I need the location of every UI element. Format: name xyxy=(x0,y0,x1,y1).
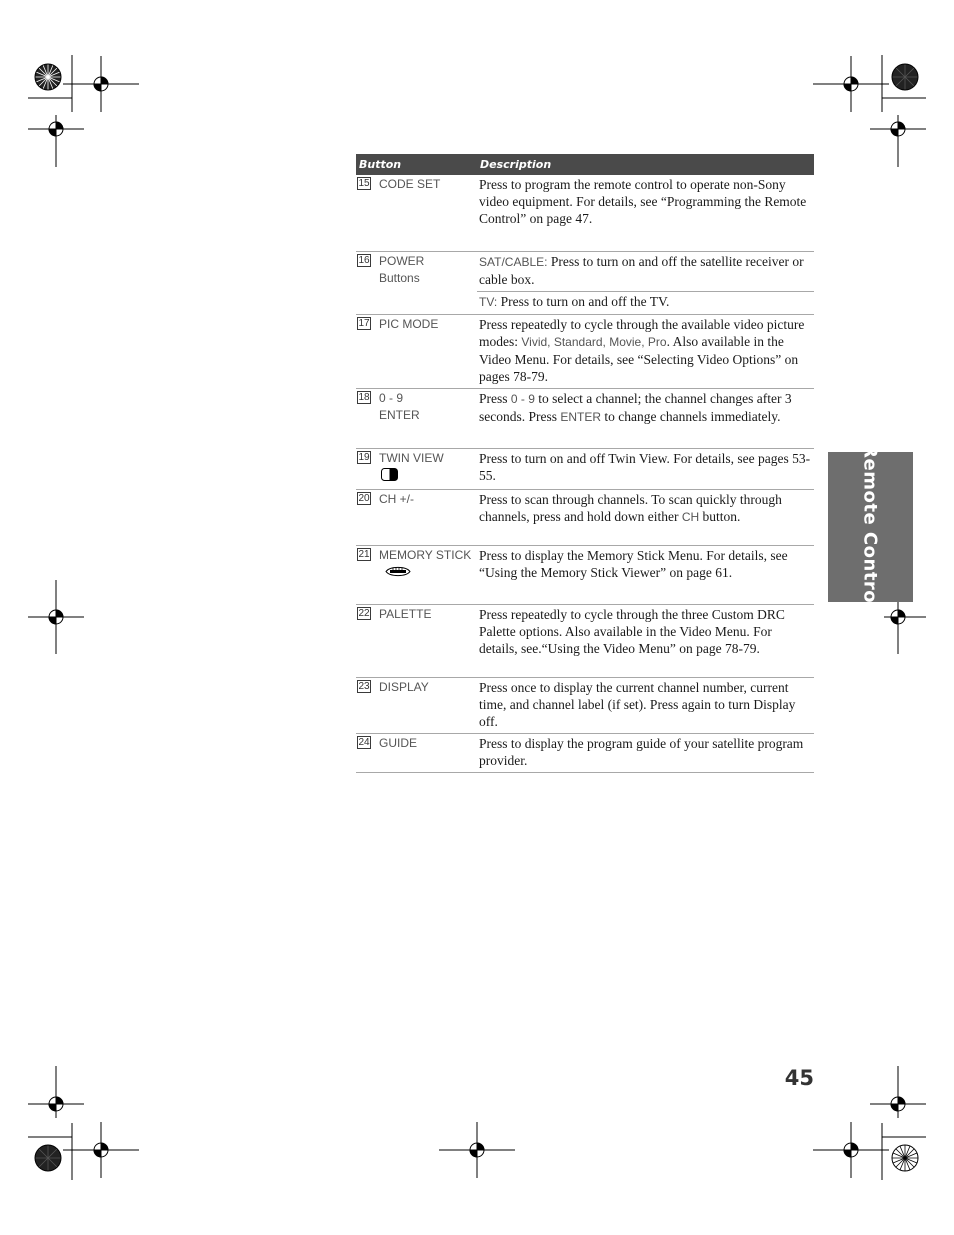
table-body xyxy=(356,175,814,773)
button-reference: TV: xyxy=(479,295,498,309)
table-row xyxy=(356,175,814,252)
button-label-line: 0 - 9 xyxy=(379,391,404,405)
button-label xyxy=(379,253,424,287)
description-cell xyxy=(477,175,814,251)
table-row xyxy=(356,734,814,773)
button-reference: 0 - 9 xyxy=(510,392,535,406)
table-row xyxy=(356,605,814,678)
callout-number: 15 xyxy=(358,178,370,189)
description-segment: Press repeatedly to cycle through the three Custom DRC Palette options. Also available in the Video Menu. For details, see.“Using the Video Menu” on page 78-79. xyxy=(479,607,785,656)
button-reference: SAT/CABLE: xyxy=(479,255,548,269)
description-text xyxy=(477,175,814,230)
description-segment: to change channels immediately. xyxy=(601,409,781,424)
callout-number: 16 xyxy=(358,255,370,266)
callout-number: 23 xyxy=(358,681,370,692)
callout-number: 21 xyxy=(358,549,370,560)
button-label-line: PALETTE xyxy=(379,607,432,621)
page-number: 45 xyxy=(784,1066,814,1090)
description-segment: Press once to display the current channel number, current time, and channel label (if set). Press again to turn Display off. xyxy=(479,680,796,729)
description-segment: Press to turn on and off the satellite receiver or cable box. xyxy=(479,254,804,287)
button-label xyxy=(379,176,440,193)
memory-stick-icon xyxy=(385,565,471,583)
button-label-line: DISPLAY xyxy=(379,680,429,694)
button-cell xyxy=(356,252,477,314)
callout-number: 20 xyxy=(358,493,370,504)
description-text xyxy=(477,490,814,529)
description-segment: button. xyxy=(699,509,741,524)
button-label xyxy=(379,735,417,752)
callout-number: 18 xyxy=(358,392,370,403)
description-cell xyxy=(477,734,814,772)
button-label xyxy=(379,450,444,486)
button-label xyxy=(379,547,471,583)
table-row xyxy=(356,449,814,490)
side-tab xyxy=(828,444,913,610)
button-label xyxy=(379,316,438,333)
button-description-table xyxy=(356,154,814,773)
description-text xyxy=(477,252,814,292)
table-row xyxy=(356,490,814,546)
description-segment: . Also available in the Video Menu. For details, see “Selecting Video Options” on pages 78-79. xyxy=(479,334,799,384)
callout-number: 22 xyxy=(358,608,370,619)
description-cell xyxy=(477,389,814,448)
description-cell xyxy=(477,315,814,388)
button-cell xyxy=(356,449,477,489)
button-label xyxy=(379,491,414,508)
button-cell xyxy=(356,315,477,388)
table-row xyxy=(356,389,814,449)
description-cell xyxy=(477,252,814,314)
button-label-line: POWER xyxy=(379,254,425,268)
callout-number: 24 xyxy=(358,737,370,748)
header-button: Button xyxy=(359,158,402,171)
button-cell xyxy=(356,678,477,733)
button-label-line: Buttons xyxy=(379,271,420,285)
button-reference: Vivid, Standard, Movie, Pro xyxy=(521,335,667,349)
button-label xyxy=(379,606,431,623)
description-segment: Press xyxy=(479,391,511,406)
description-segment: Press to display the program guide of your satellite program provider. xyxy=(479,736,804,768)
button-cell xyxy=(356,490,477,545)
description-segment: Press to program the remote control to operate non-Sony video equipment. For details, see “Programming the Remote Control” on page 47. xyxy=(479,177,807,226)
description-text xyxy=(477,315,814,388)
button-reference: CH xyxy=(681,510,700,524)
button-label xyxy=(379,390,420,424)
description-cell xyxy=(477,605,814,677)
button-label-line: CODE SET xyxy=(379,177,441,191)
description-text xyxy=(477,546,814,584)
description-cell xyxy=(477,546,814,604)
button-label-line: CH +/- xyxy=(379,492,415,506)
description-text xyxy=(477,389,814,429)
table-row xyxy=(356,252,814,315)
description-segment: to select a channel; the channel changes after 3 seconds. Press xyxy=(479,391,792,424)
description-text xyxy=(477,449,814,487)
button-cell xyxy=(356,175,477,251)
button-label-line: TWIN VIEW xyxy=(379,451,444,465)
button-label xyxy=(379,679,429,696)
description-segment: Press repeatedly to cycle through the available video picture modes: xyxy=(479,317,805,349)
table-row xyxy=(356,315,814,389)
description-text xyxy=(477,292,814,314)
button-label-line: PIC MODE xyxy=(379,317,439,331)
table-header xyxy=(356,154,814,175)
description-segment: Press to display the Memory Stick Menu. For details, see “Using the Memory Stick Viewer” on page 61. xyxy=(479,548,788,580)
description-text xyxy=(477,605,814,660)
button-cell xyxy=(356,546,477,604)
header-description: Description xyxy=(480,158,552,171)
button-label-line: GUIDE xyxy=(379,736,418,750)
description-text xyxy=(477,734,814,772)
table-row xyxy=(356,678,814,734)
button-label-line: MEMORY STICK xyxy=(379,548,472,562)
description-segment: Press to turn on and off the TV. xyxy=(497,294,670,309)
button-reference: ENTER xyxy=(560,410,602,424)
table-row xyxy=(356,546,814,605)
button-cell xyxy=(356,605,477,677)
description-cell xyxy=(477,678,814,733)
button-cell xyxy=(356,389,477,448)
button-label-line: ENTER xyxy=(379,408,420,422)
callout-number: 17 xyxy=(358,318,370,329)
side-tab-label: Remote Control xyxy=(859,444,881,610)
description-segment: Press to turn on and off Twin View. For details, see pages 53-55. xyxy=(479,451,811,483)
twin-view-icon xyxy=(381,468,444,486)
description-cell xyxy=(477,490,814,545)
button-cell xyxy=(356,734,477,772)
description-cell xyxy=(477,449,814,489)
description-text xyxy=(477,678,814,733)
callout-number: 19 xyxy=(358,452,370,463)
description-segment: Press to scan through channels. To scan quickly through channels, press and hold down either xyxy=(479,492,782,524)
